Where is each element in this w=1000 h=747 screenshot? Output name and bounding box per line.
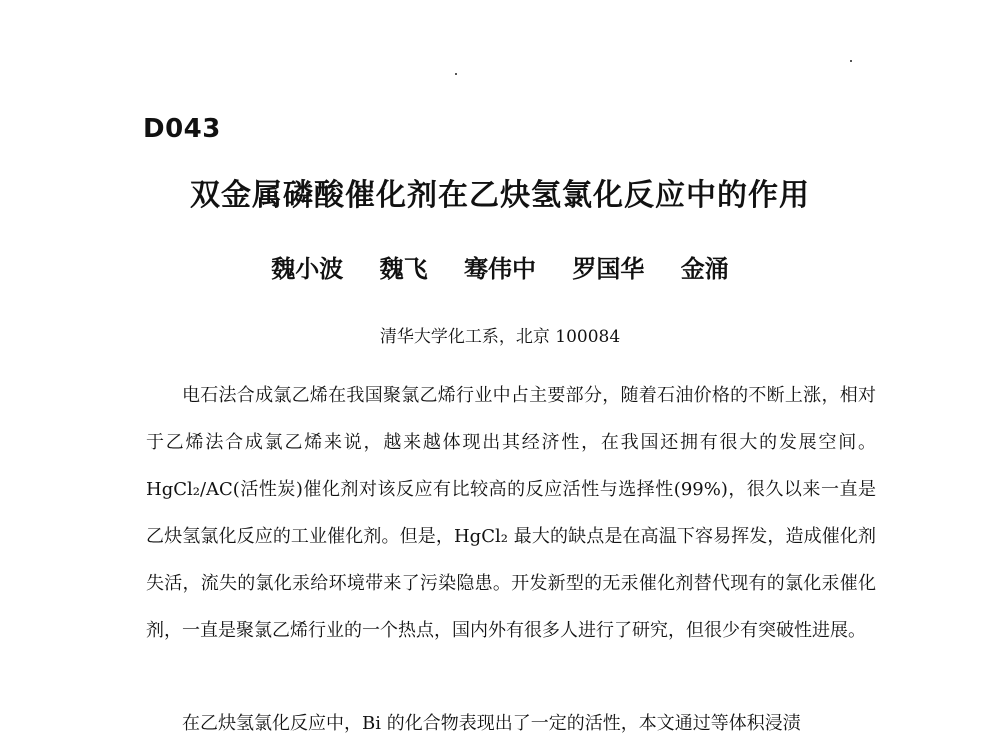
author-name: 罗国华 bbox=[572, 255, 645, 283]
body-paragraph: 电石法合成氯乙烯在我国聚氯乙烯行业中占主要部分，随着石油价格的不断上涨，相对于乙烯法合成氯乙烯来说，越来越体现出其经济性，在我国还拥有很大的发展空间。HgCl₂/AC(活性炭)催化剂对该反应有比较高的反应活性与选择性(99%)，很久以来一直是乙炔氢氯化反应的工业催化剂。但是，HgCl₂ 最大的缺点是在高温下容易挥发，造成催化剂失活，流失的氯化汞给环境带来了污染隐患。开发新型的无汞催化剂替代现有的氯化汞催化剂，一直是聚氯乙烯行业的一个热点，国内外有很多人进行了研究，但很少有突破性进展。 bbox=[146, 385, 876, 641]
author-name: 金涌 bbox=[680, 255, 729, 283]
author-name: 骞伟中 bbox=[464, 255, 536, 283]
paper-title: 双金属磷酸催化剂在乙炔氢氯化反应中的作用 bbox=[190, 178, 810, 213]
author-name: 魏飞 bbox=[379, 255, 428, 283]
paper-code: D043 bbox=[143, 114, 221, 144]
author-list bbox=[0, 249, 1000, 284]
body-paragraph: 在乙炔氢氯化反应中，Bi 的化合物表现出了一定的活性，本文通过等体积浸渍 bbox=[182, 713, 801, 734]
affiliation: 清华大学化工系，北京 100084 bbox=[379, 327, 621, 347]
author-name: 魏小波 bbox=[271, 255, 344, 283]
scan-speck bbox=[850, 60, 852, 62]
scan-speck bbox=[455, 73, 457, 75]
